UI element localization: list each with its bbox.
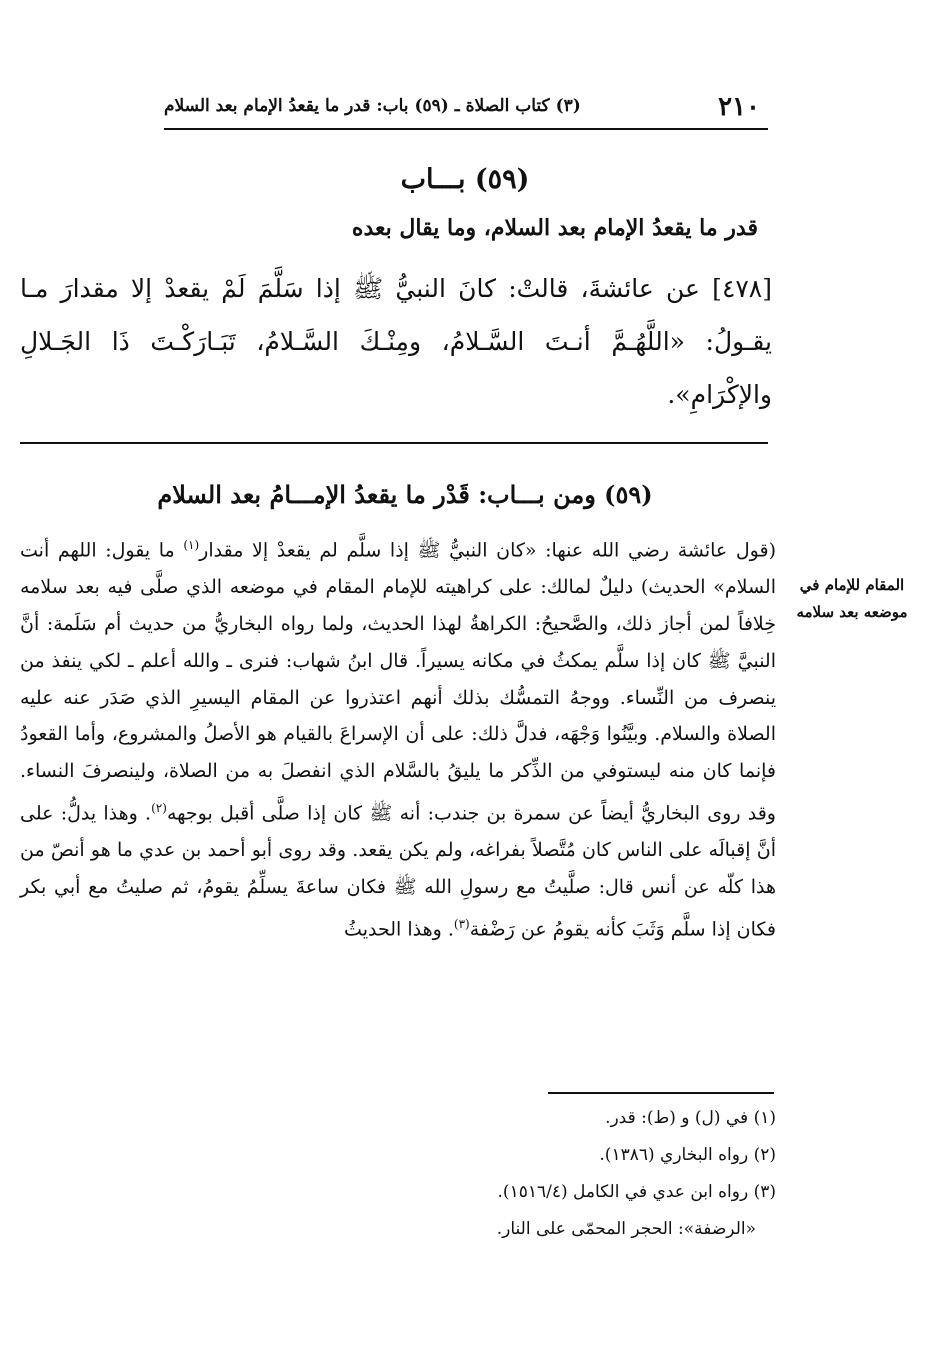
commentary-text-2: . وهذا يدلُّ: على أنَّ إقبالَه على الناس كان مُتَّصلاً بفراغه، ولم يكن يقعد. وقد روى أبو أحمد بن عدي ما هو أنصّ من هذا كلّه عن أنس قال: صلَّيتُ مع رسولِ الله ﷺ فكان ساعةَ يسلِّمُ يقومُ، ثم صليتُ مع أبي بكر فكان إذا سلَّم وَثَبَ كأنه يقومُ عن رَضْفة bbox=[20, 802, 776, 940]
chapter-number: (٥٩) بـــاب bbox=[400, 164, 530, 195]
chapter-title: قدر ما يقعدُ الإمام بعد السلام، وما يقال بعده bbox=[351, 215, 758, 241]
hadith-text bbox=[20, 262, 772, 421]
running-header bbox=[164, 88, 768, 128]
footnotes bbox=[300, 1100, 776, 1248]
chapter-heading bbox=[160, 160, 770, 241]
commentary-text-3: . وهذا الحديثُ bbox=[344, 917, 454, 940]
footnote-rule bbox=[548, 1092, 774, 1094]
footnote-ref-3[interactable]: (٣) bbox=[453, 916, 470, 931]
footnote-gloss: «الرضفة»: الحجر المحمّى على النار. bbox=[496, 1219, 756, 1239]
footnote-ref-2[interactable]: (٢) bbox=[151, 800, 167, 815]
header-rule bbox=[164, 128, 768, 130]
commentary-paragraph bbox=[20, 527, 776, 948]
commentary-text-1: ما يقول: اللهم أنت السلام» الحديث) دليلٌ لمالك: على كراهيته للإمام المقام في موضعه الذي صلَّى فيه بعد سلامه خِلافاً لمن أجاز ذلك، والصَّحيحُ: الكراهةُ لهذا الحديث، ولما رواه البخاريُّ من حديث أم سَلَمة: أنَّ النبيَّ ﷺ كان إذا سلَّم يمكثُ في مكانه يسيراً. قال ابنُ شهاب: فنرى ـ والله أعلم ـ لكي ينفذ من ينصرف من النِّساء. ووجهُ التمسُّك بذلك أنهم اعتذروا عن المقام اليسيرِ الذي صَدَر عنه عليه الصلاة والسلام. وبيَّنُوا وَجْهَه، فدلَّ ذلك: على أن الإسراعَ بالقيام هو الأصلُ والمشروع، وأما القعودُ فإنما كان منه ليستوفي من الذِّكر ما يليقُ بالسَّلام الذي انفصلَ به من الصلاة، ولينصرفَ النساء. وقد روى البخاريُّ أيضاً عن سمرة بن جندب: أنه ﷺ كان إذا صلَّى أقبل بوجهه bbox=[20, 539, 776, 825]
footnote-3: (٣) رواه ابن عدي في الكامل (١٥١٦/٤). bbox=[497, 1182, 776, 1202]
commentary-opening: (قول عائشة رضي الله عنها: «كان النبيُّ ﷺ إذا سلَّم لم يقعدْ إلا مقدار bbox=[199, 539, 776, 562]
footnote-1: (١) في (ل) و (ط): قدر. bbox=[605, 1108, 776, 1128]
page-number: ٢١٠ bbox=[718, 92, 760, 122]
section-divider bbox=[20, 442, 768, 444]
hadith-number: [٤٧٨] bbox=[712, 274, 772, 303]
running-title: (٣) كتاب الصلاة ـ (٥٩) باب: قدر ما يقعدُ الإمام بعد السلام bbox=[164, 96, 581, 116]
hadith-body: عن عائشةَ، قالتْ: كانَ النبيُّ ﷺ إذا سَلَّمَ لَمْ يقعدْ إلا مقدارَ مـا يقـولُ: «اللَّهُـمَّ أنـتَ السَّـلامُ، ومِنْـكَ السَّـلامُ، تَبَـارَكْـتَ ذَا الجَـلالِ والإكْرَامِ». bbox=[20, 274, 772, 409]
footnote-ref-1[interactable]: (١) bbox=[183, 538, 200, 552]
commentary-body bbox=[20, 527, 776, 948]
commentary-heading: (٥٩) ومن بـــاب: قَدْر ما يقعدُ الإمـــامُ بعد السلام bbox=[157, 480, 653, 509]
margin-note: المقام للإمام في موضعه بعد سلامه bbox=[796, 576, 908, 621]
footnote-2: (٢) رواه البخاري (١٣٨٦). bbox=[599, 1145, 776, 1165]
